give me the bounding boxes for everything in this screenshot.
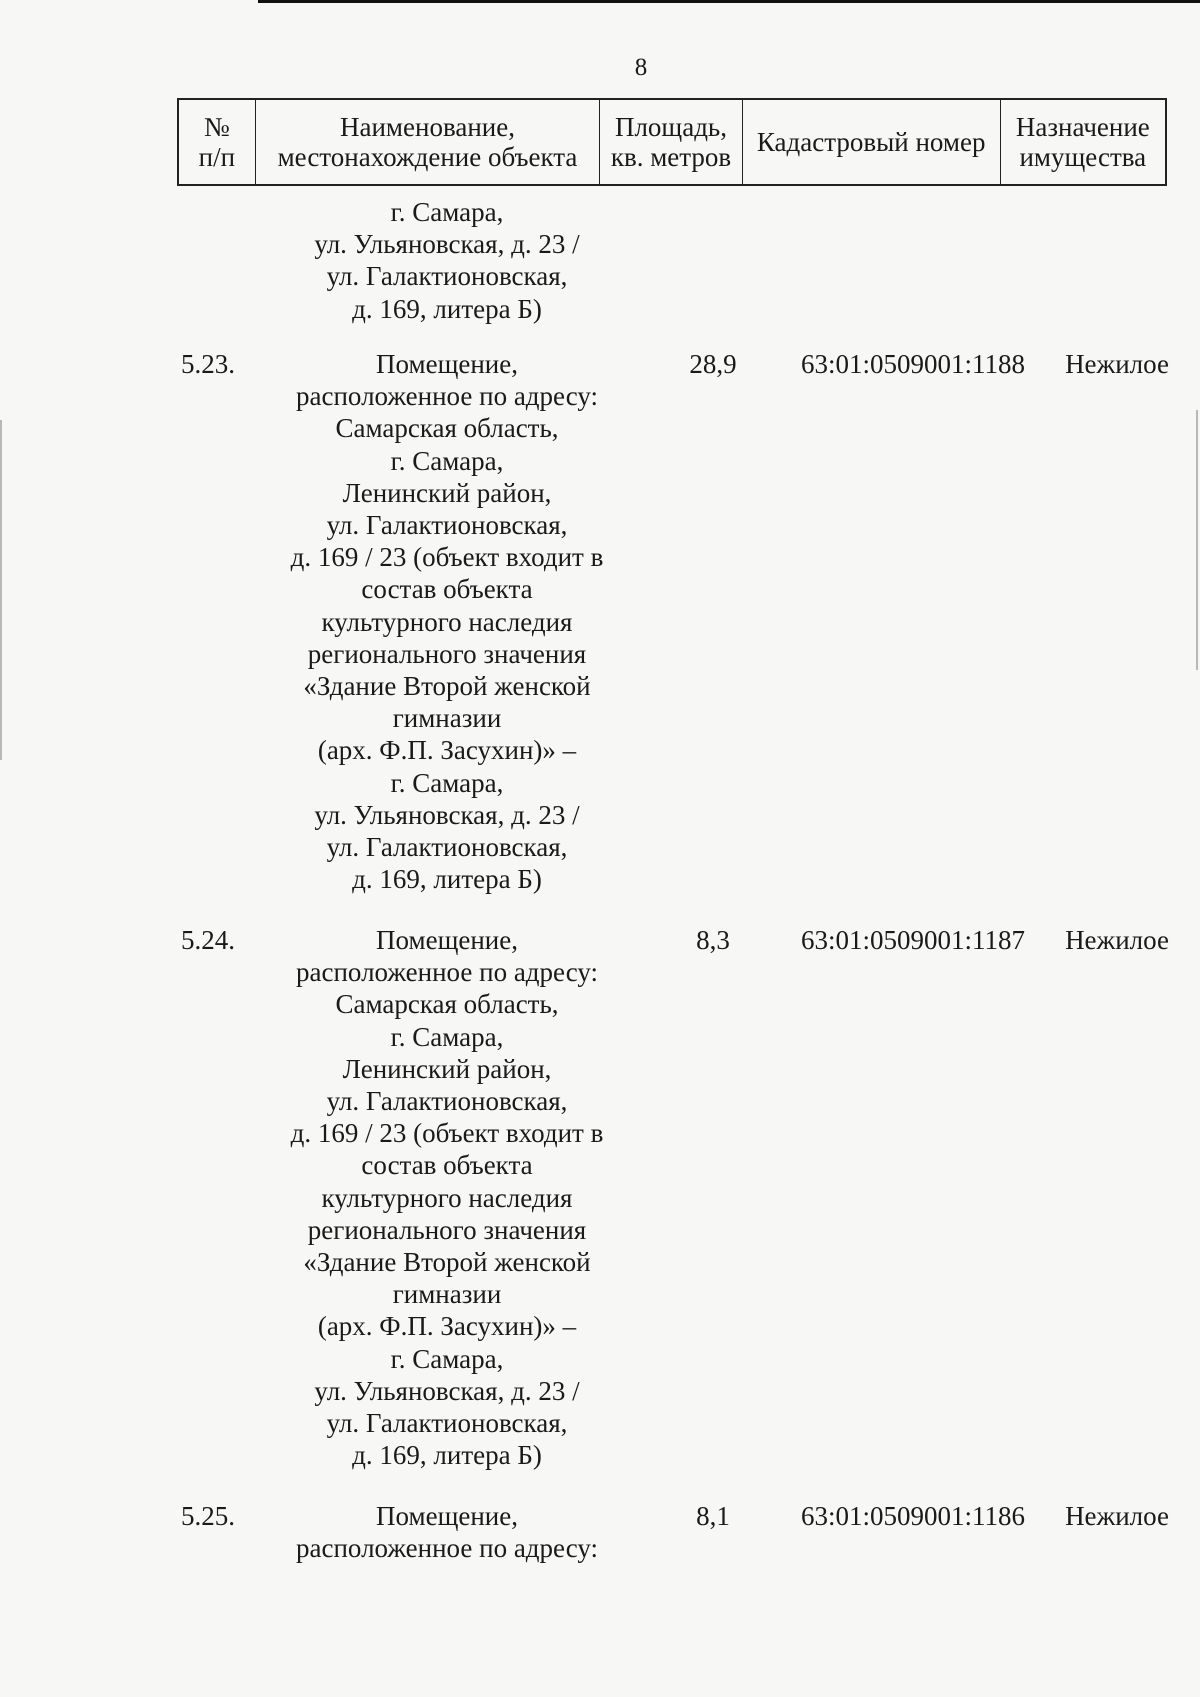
name-line: регионального значения [307,638,587,669]
row-number: 5.23. [181,349,235,379]
cadastral-number: 63:01:0509001:1186 [800,1501,1025,1531]
name-line: Помещение, [376,349,518,379]
header-name [256,100,601,184]
header-text: Площадь, [614,112,728,142]
name-line: г. Самара, [390,767,504,798]
table-header [177,98,1167,186]
header-text: Наименование, [340,112,515,142]
name-line: д. 169 / 23 (объект входит в [290,542,604,573]
name-line: Самарская область, [335,989,559,1020]
name-line: (арх. Ф.П. Засухин)» – [317,735,577,766]
name-line: Ленинский район, [342,477,552,508]
name-line: Помещение, [376,1501,518,1531]
cadastral-number: 63:01:0509001:1187 [800,925,1025,955]
name-line: регионального значения [307,1214,587,1245]
cadastral-number: 63:01:0509001:1188 [800,349,1025,379]
object-name [237,924,657,1471]
area-value: 8,1 [696,1501,730,1531]
header-area [600,100,742,184]
name-line: г. Самара, [390,445,504,476]
header-cadastral [743,100,1001,184]
name-line: гимназии [392,703,502,734]
name-line: (арх. Ф.П. Засухин)» – [317,1311,577,1342]
header-text: Назначение [1015,112,1150,142]
header-purpose [1001,100,1165,184]
name-line: ул. Галактионовская, [326,832,568,863]
name-line: Помещение, [376,925,518,955]
header-text: № [203,112,230,142]
name-line: культурного наследия [321,606,573,637]
object-name [237,196,657,325]
name-line: ул. Галактионовская, [326,261,568,292]
header-number [179,100,256,184]
name-line: «Здание Второй женской [303,1247,591,1278]
name-line: д. 169, литера Б) [352,1440,542,1471]
name-line: д. 169 / 23 (объект входит в [290,1118,604,1149]
name-line: ул. Галактионовская, [326,510,568,541]
name-line: г. Самара, [390,197,504,227]
header-text: п/п [198,142,236,172]
row-number: 5.25. [181,1501,235,1531]
top-border-line [258,0,1200,3]
property-purpose: Нежилое [1065,1501,1169,1531]
name-line: состав объекта [361,574,533,605]
scan-margin-line [1196,410,1198,670]
name-line: гимназии [392,1279,502,1310]
name-line: расположенное по адресу: [296,381,598,412]
name-line: ул. Галактионовская, [326,1408,568,1439]
name-line: д. 169, литера Б) [352,864,542,895]
header-text: Кадастровый номер [756,127,986,157]
name-line: г. Самара, [390,1021,504,1052]
name-line: «Здание Второй женской [303,671,591,702]
scan-margin-line [0,420,2,760]
header-text: кв. метров [610,142,732,172]
header-text: местонахождение объекта [277,142,578,172]
name-line: ул. Ульяновская, д. 23 / [314,1375,580,1406]
name-line: ул. Ульяновская, д. 23 / [314,799,580,830]
name-line: расположенное по адресу: [296,957,598,988]
name-line: расположенное по адресу: [296,1533,598,1564]
area-value: 8,3 [696,925,730,955]
property-purpose: Нежилое [1065,925,1169,955]
name-line: культурного наследия [321,1182,573,1213]
object-name [237,348,657,895]
name-line: д. 169, литера Б) [352,293,542,324]
name-line: ул. Галактионовская, [326,1086,568,1117]
name-line: Самарская область, [335,413,559,444]
row-number: 5.24. [181,925,235,955]
object-name [237,1500,657,1564]
header-text: имущества [1019,142,1147,172]
name-line: г. Самара, [390,1343,504,1374]
page-number: 8 [634,54,648,81]
name-line: ул. Ульяновская, д. 23 / [314,229,580,260]
name-line: Ленинский район, [342,1053,552,1084]
area-value: 28,9 [689,349,737,379]
property-purpose: Нежилое [1065,349,1169,379]
name-line: состав объекта [361,1150,533,1181]
